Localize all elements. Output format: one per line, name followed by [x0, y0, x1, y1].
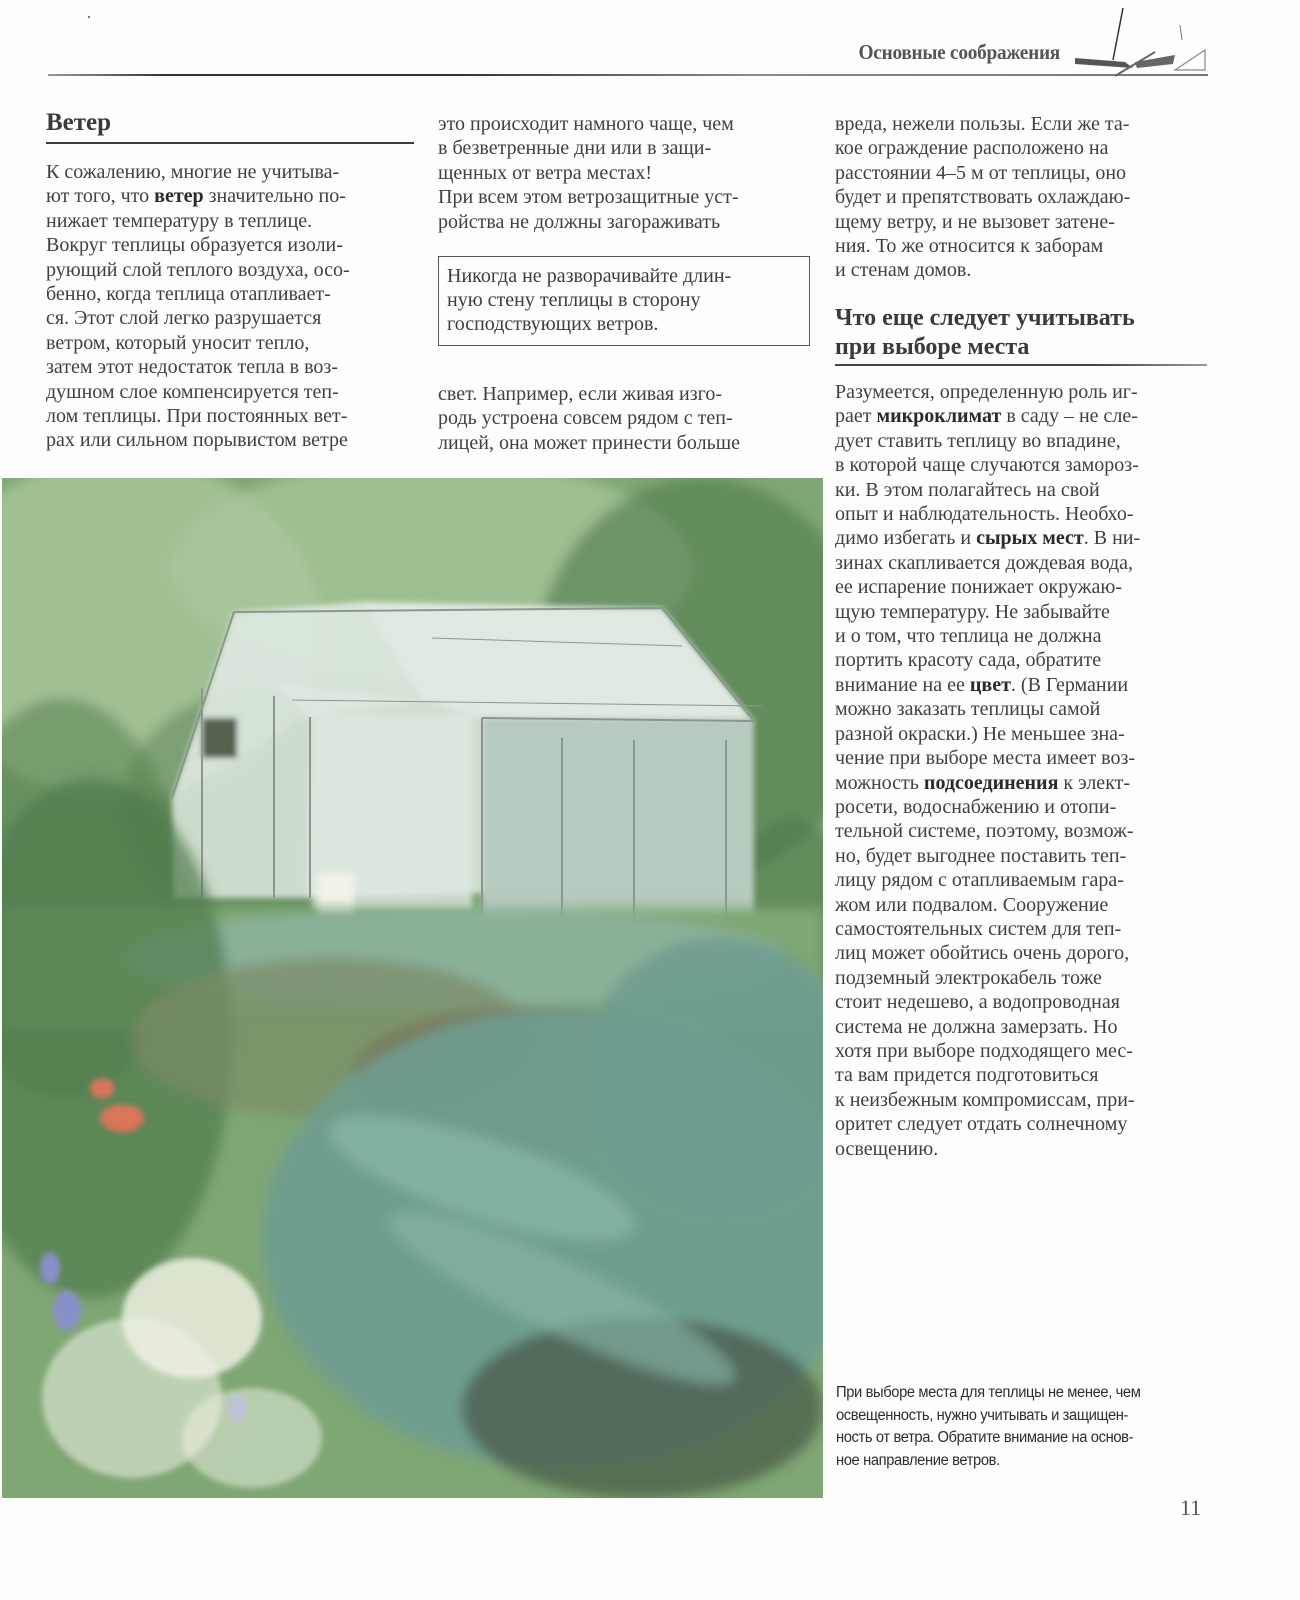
section-rule-location: [835, 364, 1207, 366]
text-line: [835, 1088, 1207, 1112]
text-run: . В ни-: [1083, 527, 1141, 550]
text-run: ветром, который уносит тепло,: [46, 331, 310, 354]
text-line: [835, 1137, 1207, 1161]
tip-line: господствующих ветров.: [447, 313, 659, 335]
caption-line: ность от ветра. Обратите внимание на основ-: [836, 1429, 1134, 1446]
text-run: лом теплицы. При постоянных вет-: [46, 405, 348, 428]
emphasized-term: ветер: [154, 185, 204, 208]
emphasized-term: микроклимат: [876, 405, 1002, 428]
text-line: [835, 844, 1207, 868]
text-line: [835, 551, 1207, 575]
text-line: [835, 210, 1207, 234]
text-run: ся. Этот слой легко разрушается: [46, 307, 322, 330]
text-line: [438, 112, 810, 136]
text-line: [438, 136, 810, 160]
text-run: ния. То же относится к заборам: [835, 235, 1104, 258]
text-run: рает: [835, 405, 877, 428]
text-run: зинах скапливается дождевая вода,: [835, 551, 1134, 574]
section-title-location: [835, 304, 1135, 362]
text-run: росети, водоснабжению и отопи-: [835, 795, 1117, 818]
text-line: [438, 406, 810, 430]
text-run: щему ветру, и не вызовет затене-: [835, 210, 1115, 233]
text-line: [46, 355, 416, 379]
caption-line: освещенность, нужно учитывать и защищен-: [836, 1406, 1129, 1424]
text-run: подземный электрокабель тоже: [835, 966, 1102, 989]
text-run: Разумеется, определенную роль иг-: [835, 381, 1138, 403]
section-rule-wind: [46, 142, 414, 144]
text-run: лиц может обойтись очень дорого,: [835, 942, 1130, 965]
text-run: ройства не должны загораживать: [438, 210, 721, 233]
text-run: та вам придется подготовиться: [835, 1064, 1099, 1087]
text-run: освещению.: [835, 1137, 939, 1160]
text-line: [835, 1063, 1207, 1087]
text-run: щую температуру. Не забывайте: [835, 600, 1110, 623]
greenhouse: [172, 602, 754, 933]
text-line: [835, 941, 1207, 965]
text-run: система не должна замерзать. Но: [835, 1015, 1118, 1038]
text-line: [835, 502, 1207, 526]
text-run: При всем этом ветрозащитные уст-: [438, 186, 739, 209]
text-line: [835, 819, 1207, 843]
text-run: оритет следует отдать солнечному: [835, 1113, 1128, 1136]
text-line: [46, 160, 416, 184]
text-run: родь устроена совсем рядом с теп-: [438, 407, 733, 430]
text-run: душном слое компенсируется теп-: [46, 380, 339, 403]
caption-line: ное направление ветров.: [836, 1451, 1000, 1469]
text-line: [835, 795, 1207, 819]
greenhouse-photo: [2, 478, 823, 1498]
wind-left-column: [46, 160, 416, 453]
text-line: [46, 331, 416, 355]
text-run: расстоянии 4–5 м от теплицы, оно: [835, 161, 1127, 184]
text-line: [46, 404, 416, 428]
section-title-line: Что еще следует учитывать: [835, 305, 1135, 331]
wind-middle-column-bottom: [438, 382, 810, 455]
photo-illustration: [2, 478, 823, 1498]
text-line: [835, 112, 1207, 136]
text-line: [835, 600, 1207, 624]
wind-right-column: [835, 112, 1207, 283]
emphasized-term: подсоединения: [923, 771, 1059, 794]
location-body: [835, 380, 1207, 1161]
text-run: ют того, что: [46, 185, 155, 208]
text-run: Вокруг теплицы образуется изоли-: [46, 234, 343, 257]
text-run: и стенам домов.: [835, 259, 972, 282]
header-rule: [48, 74, 1208, 76]
tip-line: Никогда не разворачивайте длин-: [447, 265, 732, 287]
text-line: [46, 184, 416, 208]
text-line: [46, 282, 416, 306]
wind-middle-column-top: [438, 112, 810, 234]
text-line: [438, 210, 810, 234]
text-run: тельной системе, поэтому, возмож-: [835, 820, 1134, 843]
text-line: [835, 1039, 1207, 1063]
text-run: к неизбежным компромиссам, при-: [835, 1088, 1135, 1111]
section-title-wind: Ветер: [46, 109, 112, 136]
text-run: внимание на ее: [835, 673, 970, 696]
text-line: [835, 404, 1207, 428]
text-run: чение при выборе места имеет воз-: [835, 747, 1136, 770]
text-run: стоит недешево, а водопроводная: [835, 991, 1120, 1014]
text-line: [835, 990, 1207, 1014]
text-run: кое ограждение расположено на: [835, 137, 1109, 160]
section-title-line: при выборе места: [835, 334, 1030, 360]
text-run: рах или сильном порывистом ветре: [46, 429, 348, 452]
text-run: нижает температуру в теплице.: [46, 209, 313, 232]
running-head: Основные соображения: [858, 40, 1060, 64]
emphasized-term: цвет: [969, 673, 1011, 696]
text-line: [835, 624, 1207, 648]
text-line: [835, 1112, 1207, 1136]
text-line: [46, 209, 416, 233]
text-run: и о том, что теплица не должна: [835, 625, 1102, 648]
tip-line: ную стену теплицы в сторону: [447, 289, 701, 311]
text-run: жом или подвалом. Сооружение: [835, 893, 1109, 916]
text-line: [438, 382, 810, 406]
text-run: портить красоту сада, обратите: [835, 649, 1102, 672]
text-line: [835, 526, 1207, 550]
text-line: [835, 771, 1207, 795]
text-run: дует ставить теплицу во впадине,: [835, 429, 1121, 452]
text-run: в которой чаще случаются замороз-: [835, 454, 1139, 477]
text-run: хотя при выборе подходящего мес-: [835, 1039, 1133, 1062]
tip-box: [438, 256, 810, 346]
caption-line: При выборе места для теплицы не менее, чем: [836, 1384, 1141, 1401]
text-run: в безветренные дни или в защи-: [438, 137, 712, 160]
text-line: [835, 380, 1207, 404]
text-line: [835, 161, 1207, 185]
text-run: бенно, когда теплица отапливает-: [46, 283, 331, 306]
text-run: димо избегать и: [835, 527, 977, 550]
text-line: [835, 234, 1207, 258]
text-run: можность: [835, 771, 924, 794]
text-run: лицу рядом с отапливаемым гара-: [835, 869, 1124, 892]
text-line: [438, 161, 810, 185]
text-line: [835, 185, 1207, 209]
text-run: но, будет выгоднее поставить теп-: [835, 844, 1127, 867]
text-line: [835, 722, 1207, 746]
text-line: [46, 233, 416, 257]
text-line: [835, 648, 1207, 672]
emphasized-term: сырых мест: [976, 527, 1084, 550]
text-run: свет. Например, если живая изго-: [438, 383, 722, 405]
text-run: ки. В этом полагайтесь на свой: [835, 478, 1100, 501]
page-number: 11: [1180, 1495, 1202, 1520]
text-line: [835, 697, 1207, 721]
text-line: [46, 258, 416, 282]
text-run: в саду – не сле-: [1001, 405, 1138, 428]
text-line: [438, 185, 810, 209]
text-run: это происходит намного чаще, чем: [438, 113, 734, 135]
text-run: лицей, она может принести больше: [438, 431, 740, 454]
text-run: опыт и наблюдательность. Необхо-: [835, 503, 1134, 526]
text-run: К сожалению, многие не учитыва-: [46, 161, 340, 183]
text-line: [835, 478, 1207, 502]
text-run: щенных от ветра местах!: [438, 161, 653, 184]
scan-speck: [88, 16, 90, 18]
drafting-triangle-icon: [1075, 0, 1215, 78]
text-line: [835, 429, 1207, 453]
text-run: к элект-: [1058, 771, 1131, 794]
text-line: [835, 966, 1207, 990]
text-line: [835, 258, 1207, 282]
text-line: [46, 428, 416, 452]
text-line: [835, 917, 1207, 941]
text-run: будет и препятствовать охлаждаю-: [835, 186, 1131, 209]
text-line: [835, 746, 1207, 770]
photo-caption: [836, 1382, 1189, 1472]
text-run: ее испарение понижает окружаю-: [835, 576, 1122, 599]
text-run: разной окраски.) Не меньшее зна-: [835, 722, 1125, 745]
text-run: затем этот недостаток тепла в воз-: [46, 356, 338, 379]
text-line: [835, 673, 1207, 697]
text-line: [835, 893, 1207, 917]
text-run: вреда, нежели пользы. Если же та-: [835, 113, 1130, 135]
text-run: можно заказать теплицы самой: [835, 698, 1101, 721]
text-line: [835, 868, 1207, 892]
text-line: [46, 380, 416, 404]
text-run: самостоятельных систем для теп-: [835, 917, 1122, 940]
text-run: рующий слой теплого воздуха, осо-: [46, 258, 350, 281]
text-line: [835, 1015, 1207, 1039]
text-line: [835, 136, 1207, 160]
text-line: [438, 431, 810, 455]
text-line: [46, 306, 416, 330]
text-line: [835, 575, 1207, 599]
text-line: [835, 453, 1207, 477]
text-run: значительно по-: [203, 185, 346, 208]
text-run: . (В Германии: [1010, 673, 1129, 696]
